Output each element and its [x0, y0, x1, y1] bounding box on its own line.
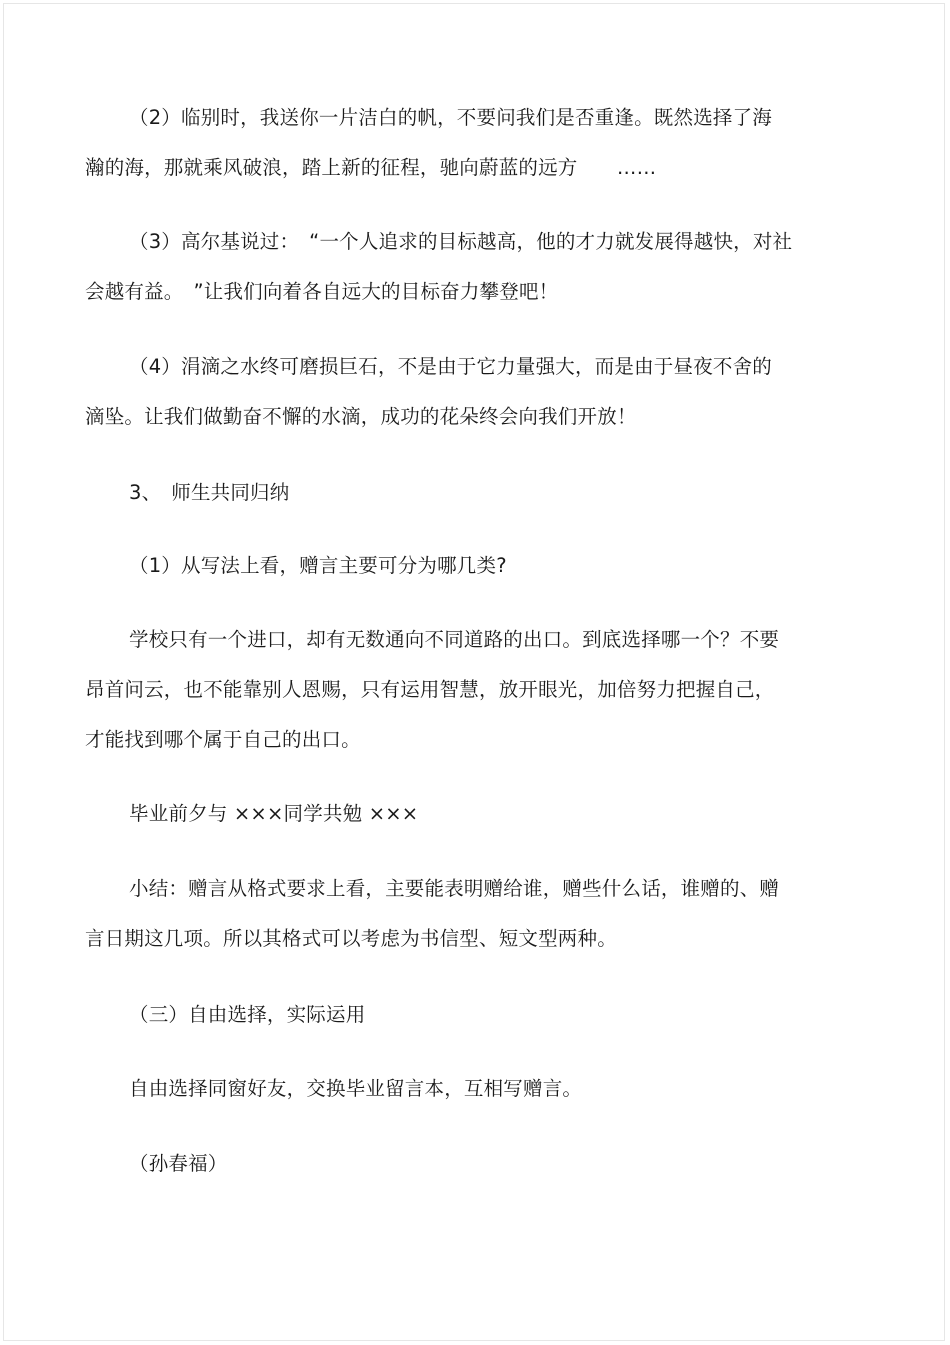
question-text: （1）从写法上看，赠言主要可分为哪几类?	[129, 554, 507, 577]
author-credit	[85, 1139, 845, 1189]
paragraph-quote-3	[85, 217, 845, 317]
section-heading-text: （三）自由选择，实际运用	[129, 1003, 366, 1026]
section-heading-text: 3、 师生共同归纳	[129, 481, 290, 504]
paragraph-line: 小结：赠言从格式要求上看，主要能表明赠给谁，赠些什么话，谁赠的、赠	[129, 877, 780, 900]
paragraph-line: 会越有益。 ”让我们向着各自远大的目标奋力攀登吧！	[85, 280, 559, 303]
paragraph-line: （2）临别时，我送你一片洁白的帆，不要问我们是否重逢。既然选择了海	[129, 106, 773, 129]
paragraph-quote-2	[85, 93, 845, 193]
author-name: （孙春福）	[129, 1152, 228, 1175]
paragraph-line: 自由选择同窗好友，交换毕业留言本，互相写赠言。	[129, 1077, 583, 1100]
section-heading	[85, 468, 845, 518]
question-1	[85, 541, 845, 591]
paragraph-line: （3）高尔基说过： “一个人追求的目标越高，他的才力就发展得越快，对社	[129, 230, 793, 253]
paragraph-line: 才能找到哪个属于自己的出口。	[85, 728, 361, 751]
paragraph-line: 昂首问云，也不能靠别人恩赐，只有运用智慧，放开眼光，加倍努力把握自己，	[85, 678, 775, 701]
activity-paragraph	[85, 1064, 845, 1114]
example-signature	[85, 789, 845, 839]
paragraph-line: （4）涓滴之水终可磨损巨石，不是由于它力量强大，而是由于昼夜不舍的	[129, 355, 773, 378]
paragraph-quote-4	[85, 342, 845, 442]
paragraph-line: 言日期这几项。所以其格式可以考虑为书信型、短文型两种。	[85, 927, 617, 950]
summary-paragraph	[85, 864, 845, 964]
paragraph-line: 学校只有一个进口，却有无数通向不同道路的出口。到底选择哪一个？不要	[129, 628, 780, 651]
signature-text: 毕业前夕与 ×××同学共勉 ×××	[129, 802, 419, 825]
paragraph-line: 瀚的海，那就乘风破浪，踏上新的征程，驰向蔚蓝的远方 ……	[85, 156, 657, 179]
paragraph-line: 滴坠。让我们做勤奋不懈的水滴，成功的花朵终会向我们开放！	[85, 405, 637, 428]
section-heading-three	[85, 990, 845, 1040]
example-paragraph	[85, 615, 845, 765]
